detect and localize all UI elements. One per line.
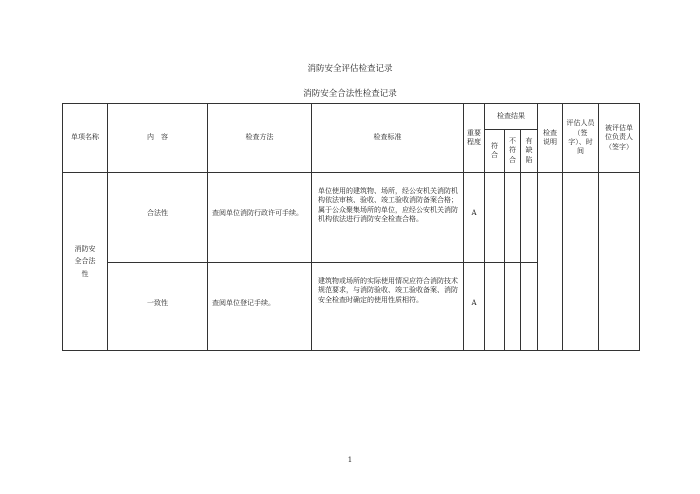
- header-assessed: 被评估单位负责人（签字）: [599, 104, 640, 173]
- header-explanation: 检查说明: [538, 104, 563, 173]
- header-conform: 符合: [485, 130, 505, 173]
- header-standard: 检查标准: [312, 104, 464, 173]
- document-title: 消防安全评估检查记录: [307, 64, 393, 74]
- header-nonconform: 不符合: [505, 130, 521, 173]
- row-assessed-cell: [599, 173, 640, 351]
- section-name: 消防安全合法性: [63, 173, 108, 351]
- row-conform-cell: [485, 173, 505, 263]
- header-content: 内 容: [108, 104, 208, 173]
- inspection-table: [62, 103, 640, 351]
- table-title: 消防安全合法性检查记录: [303, 89, 397, 99]
- row-content: 合法性: [108, 173, 208, 263]
- row-defect-cell: [521, 263, 538, 351]
- row-method: 查阅单位登记手续。: [208, 263, 312, 351]
- row-explanation-cell: [538, 173, 563, 351]
- header-importance: 重要程度: [464, 104, 485, 173]
- header-result: 检查结果: [485, 104, 538, 130]
- row-conform-cell: [485, 263, 505, 351]
- row-standard: 建筑物或场所的实际使用情况应符合消防技术规范要求，与消防验收、竣工验收备案、消防安全检查时确定的使用性质相符。: [312, 263, 464, 351]
- header-defect: 有缺陷: [521, 130, 538, 173]
- row-standard: 单位使用的建筑物、场所，经公安机关消防机构依法审核、验收、竣工验收消防备案合格；属于公众聚集场所的单位，应经公安机关消防机构依法进行消防安全检查合格。: [312, 173, 464, 263]
- row-defect-cell: [521, 173, 538, 263]
- row-importance: A: [464, 263, 485, 351]
- row-content: 一致性: [108, 263, 208, 351]
- header-assessor: 评估人员（签字）、时间: [563, 104, 599, 173]
- row-assessor-cell: [563, 173, 599, 351]
- header-item-name: 单项名称: [63, 104, 108, 173]
- row-importance: A: [464, 173, 485, 263]
- row-nonconform-cell: [505, 173, 521, 263]
- row-nonconform-cell: [505, 263, 521, 351]
- row-method: 查阅单位消防行政许可手续。: [208, 173, 312, 263]
- header-method: 检查方法: [208, 104, 312, 173]
- page-number: 1: [347, 456, 353, 464]
